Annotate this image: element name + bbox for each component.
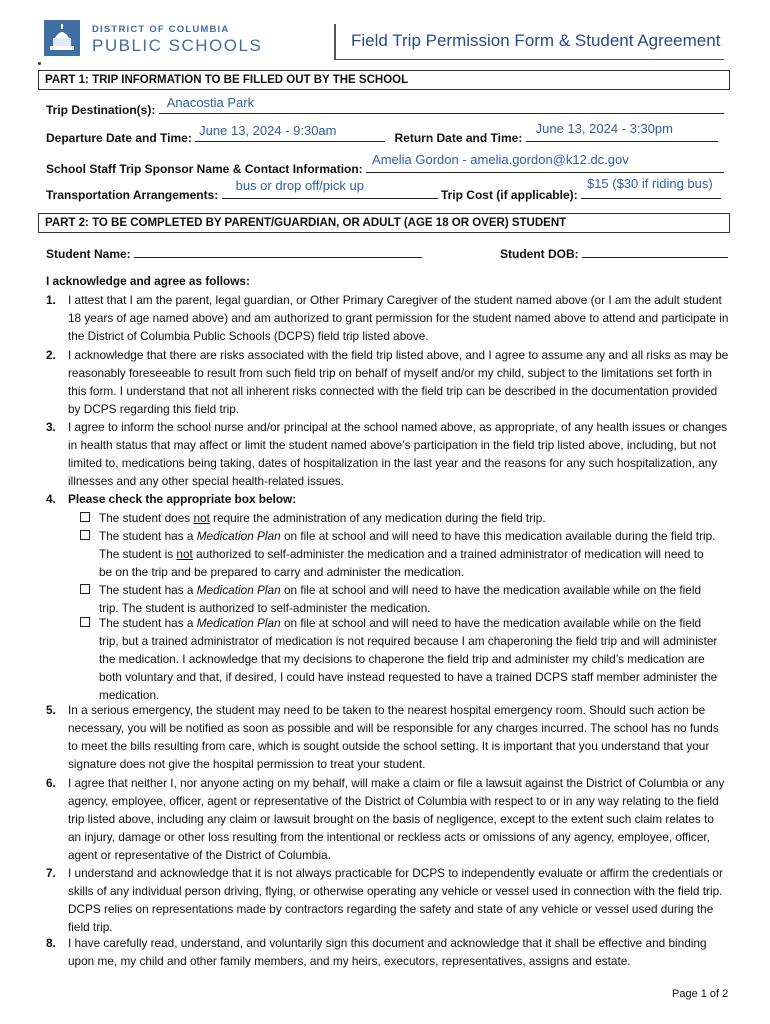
destination-value: Anacostia Park — [166, 95, 255, 110]
form-title: Field Trip Permission Form & Student Agreement — [351, 31, 721, 50]
destination-field[interactable] — [159, 95, 724, 114]
ack-heading: I acknowledge and agree as follows: — [46, 274, 250, 288]
logo-schools-text: PUBLIC SCHOOLS — [92, 36, 263, 55]
return-label: Return Date and Time: — [394, 131, 523, 145]
form-page: DISTRICT OF COLUMBIA PUBLIC SCHOOLS Field Trip Permission Form & Student Agreement PART 1: TRIP INFORMATION TO BE FILLED OUT BY THE SCHOOL Trip Destination(s): Anacostia Park Departure Date and Time: June 13, 2024 - 9:30am Return Date and Time: June 13, 2024 - 3:30pm School Staff Trip Sponsor Name & Contact Information: Amelia Gordon - amelia.gordon@k12.dc.gov Transportation Arrangements: bus or drop off/pick up Trip Cost (if applicable): $15 ($30 if riding bus) PART 2: TO BE COMPLETED BY PARENT/GUARDIAN, OR ADULT (AGE 18 OR OVER) STUDENT Student Name: Student DOB: I acknowledge and agree as follows: 1. I attest that I am the parent, legal guardian, or Other Primary Caregiver of the student named above (or I am the adult student 18 years of age named above) and am authorized to grant permission for the student named above to attend and participate in the District of Columbia Public Schools (DCPS) field trip listed above. 2. I acknowledge that there are risks associated with the field trip listed above, and I agree to assume any and all risks as may be reasonably foreseeable to result from such field trip on behalf of myself and/or my child, subject to the limitations set forth in this form. I understand that not all inherent risks connected with the field trip can be described in the documentation provided by DCPS regarding this field trip. 3. I agree to inform the school nurse and/or principal at the school named above, as appropriate, of any health issues or changes in health status that may affect or limit the student named above’s participation in the field trip listed above, including, but not limited to, medications being taking, dates of hospitalization in the last year and the reasons for any such hospitalization, any illnesses and any other special health-related issues. 4. Please check the appropriate box below: The student does not require the administration of any medication during the field trip. The student has a Medication Plan on file at school and will need to have this medication available during the field trip. The student is not authorized to self-administer the medication and a trained administrator of medication will need to be on the trip and be prepared to carry and administer the medication. The student has a Medication Plan on file at school and will need to have the medication available while on the field trip. The student is authorized to self-administer the medication. The student has a Medication Plan on file at school and will need to have the medication available while on the field trip, but a trained administrator of medication is not required because I am chaperoning the field trip and will administer the medication. I acknowledge that my decisions to chaperone the field trip and administer my child’s medication are both voluntary and that, if desired, I could have instead requested to have a trained DCPS staff member administer the medication. 5. In a serious emergency, the student may need to be taken to the nearest hospital emergency room. Should such action be necessary, you will be notified as soon as possible and will be responsible for any charges incurred. The school has no funds to meet the bills resulting from care, which is sought outside the school setting. It is important that you understand that your signature does not give the hospital permission to treat your student. 6. I agree that neither I, nor anyone acting on my behalf, will make a claim or file a lawsuit against the District of Columbia or any agency, employee, officer, agent or representative of the District of Columbia with respect to or in any way relating to the field trip listed above, including any claim or lawsuit brought on the basis of negligence, except to the extent such claim relates to an injury, damage or other loss resulting from the intentional or reckless acts or omissions of any agency, employee, officer, agent or representative of the District of Columbia. 7. I understand and acknowledge that it is not always practicable for DCPS to independently evaluate or affirm the credentials or skills of any individual person driving, flying, or otherwise operating any vehicle or vessel used in connection with the field trip. DCPS relies on representations made by contractors regarding the safety and state of any vehicle or vessel used during the field trip. 8. I have carefully read, understand, and voluntarily sign this document and acknowledge that it shall be effective and binding upon me, my child and other family members, and my heirs, executors, representatives, assigns and estate. Page 1 of 2 — [0, 0, 770, 1024]
part1-heading: PART 1: TRIP INFORMATION TO BE FILLED OUT BY THE SCHOOL — [38, 70, 730, 90]
cost-value: $15 ($30 if riding bus) — [586, 176, 713, 191]
destination-row — [46, 95, 724, 117]
student-name-field[interactable] — [134, 245, 422, 258]
student-dob-label: Student DOB: — [500, 247, 579, 261]
sponsor-value: Amelia Gordon - amelia.gordon@k12.dc.gov — [372, 152, 629, 167]
medication-checkbox-4[interactable] — [80, 617, 90, 627]
departure-field[interactable] — [195, 123, 385, 142]
medication-checkbox-2[interactable] — [80, 530, 90, 540]
medication-checkbox-3[interactable] — [80, 584, 90, 594]
sponsor-label: School Staff Trip Sponsor Name & Contact Information: — [46, 162, 363, 176]
student-name-label: Student Name: — [46, 247, 131, 261]
student-dob-field[interactable] — [582, 245, 728, 258]
departure-value: June 13, 2024 - 9:30am — [199, 123, 337, 138]
return-field[interactable] — [526, 121, 718, 142]
return-value: June 13, 2024 - 3:30pm — [535, 121, 673, 136]
logo-district-text: DISTRICT OF COLUMBIA — [92, 24, 230, 35]
capitol-building-icon — [44, 20, 80, 56]
dates-row — [46, 121, 718, 145]
transport-label: Transportation Arrangements: — [46, 188, 219, 202]
transport-value: bus or drop off/pick up — [235, 178, 364, 193]
dcps-logo — [44, 20, 263, 60]
sponsor-row — [46, 152, 724, 176]
sponsor-field[interactable] — [366, 152, 724, 173]
student-dob-row — [500, 245, 728, 261]
page-number: Page 1 of 2 — [672, 988, 729, 1000]
departure-label: Departure Date and Time: — [46, 131, 192, 145]
form-title-box — [334, 24, 724, 60]
cost-field[interactable] — [581, 176, 721, 199]
cost-label: Trip Cost (if applicable): — [440, 188, 578, 202]
destination-label: Trip Destination(s): — [46, 103, 156, 117]
transport-row — [46, 176, 721, 202]
transport-field[interactable] — [222, 178, 438, 199]
student-name-row — [46, 245, 422, 261]
bullet-dot — [38, 62, 41, 65]
part2-heading: PART 2: TO BE COMPLETED BY PARENT/GUARDIAN, OR ADULT (AGE 18 OR OVER) STUDENT — [38, 213, 730, 233]
medication-checkbox-1[interactable] — [80, 512, 90, 522]
